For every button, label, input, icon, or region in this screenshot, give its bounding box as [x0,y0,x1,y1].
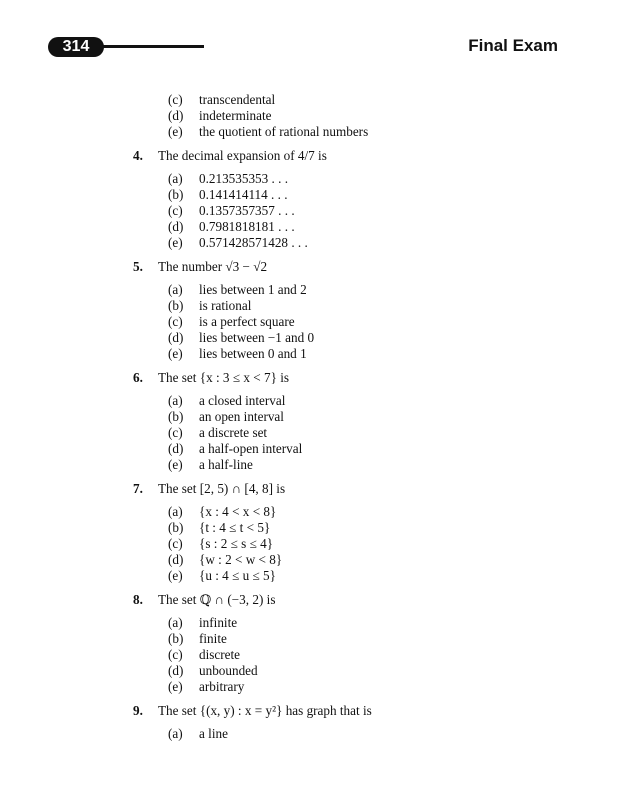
option-text: 0.141414114 . . . [199,187,288,202]
option-letter: (d) [168,552,184,567]
option-text: {x : 4 < x < 8} [199,504,277,519]
option-text: {u : 4 ≤ u ≤ 5} [199,568,276,583]
answer-option [0,298,620,314]
option-letter: (a) [168,726,183,741]
header-rule [96,45,204,48]
answer-option [0,219,620,235]
question-line [0,369,620,387]
option-text: lies between 1 and 2 [199,282,307,297]
page-header [0,0,620,70]
question-line [0,702,620,720]
option-letter: (d) [168,441,184,456]
answer-option [0,171,620,187]
option-text: {t : 4 ≤ t < 5} [199,520,271,535]
option-letter: (e) [168,568,183,583]
answer-option [0,441,620,457]
option-letter: (b) [168,409,184,424]
option-text: unbounded [199,663,258,678]
answer-option [0,631,620,647]
answer-options [0,393,620,473]
option-letter: (d) [168,330,184,345]
option-letter: (b) [168,520,184,535]
question-number: 8. [133,592,143,607]
question-line [0,258,620,276]
option-letter: (b) [168,187,184,202]
answer-option [0,108,620,124]
option-text: finite [199,631,227,646]
option-letter: (c) [168,647,183,662]
option-letter: (c) [168,425,183,440]
option-text: {s : 2 ≤ s ≤ 4} [199,536,274,551]
option-text: transcendental [199,92,276,107]
answer-options [0,615,620,695]
option-text: discrete [199,647,241,662]
option-text: a half-open interval [199,441,303,456]
option-letter: (e) [168,346,183,361]
answer-option [0,647,620,663]
exam-content [0,92,620,742]
option-letter: (e) [168,235,183,250]
option-text: a discrete set [199,425,268,440]
answer-options [0,504,620,584]
answer-option [0,425,620,441]
answer-option [0,679,620,695]
option-letter: (a) [168,504,183,519]
option-text: is a perfect square [199,314,295,329]
option-letter: (a) [168,282,183,297]
continued-options [0,92,620,140]
option-letter: (c) [168,92,183,107]
option-text: an open interval [199,409,284,424]
option-letter: (e) [168,124,183,139]
answer-option [0,203,620,219]
question-prompt: The number √3 − √2 [158,259,268,274]
answer-option [0,457,620,473]
option-letter: (b) [168,298,184,313]
answer-option [0,552,620,568]
answer-options [0,171,620,251]
answer-option [0,409,620,425]
answer-option [0,92,620,108]
option-text: lies between 0 and 1 [199,346,307,361]
answer-option [0,663,620,679]
answer-option [0,330,620,346]
question-9 [0,702,620,742]
answer-option [0,393,620,409]
answer-option [0,124,620,140]
page-number: 314 [48,37,104,57]
answer-option [0,536,620,552]
question-number: 9. [133,703,143,718]
question-number: 5. [133,259,143,274]
option-letter: (e) [168,679,183,694]
option-text: a line [199,726,228,741]
question-7 [0,480,620,584]
question-number: 4. [133,148,143,163]
question-line [0,480,620,498]
question-4 [0,147,620,251]
option-letter: (a) [168,171,183,186]
option-text: indeterminate [199,108,272,123]
question-prompt: The set {(x, y) : x = y²} has graph that is [158,703,372,718]
option-text: a half-line [199,457,253,472]
question-number: 7. [133,481,143,496]
answer-option [0,346,620,362]
question-prompt: The set {x : 3 ≤ x < 7} is [158,370,289,385]
answer-options [0,282,620,362]
question-prompt: The set ℚ ∩ (−3, 2) is [158,592,276,607]
question-line [0,591,620,609]
answer-option [0,187,620,203]
question-5 [0,258,620,362]
option-text: the quotient of rational numbers [199,124,369,139]
section-title: Final Exam [468,36,558,55]
answer-option [0,726,620,742]
option-letter: (e) [168,457,183,472]
question-prompt: The decimal expansion of 4/7 is [158,148,327,163]
option-letter: (c) [168,314,183,329]
question-line [0,147,620,165]
question-6 [0,369,620,473]
option-letter: (d) [168,663,184,678]
option-text: a closed interval [199,393,286,408]
option-text: 0.571428571428 . . . [199,235,308,250]
option-letter: (b) [168,631,184,646]
option-text: infinite [199,615,238,630]
answer-option [0,235,620,251]
option-text: {w : 2 < w < 8} [199,552,283,567]
answer-option [0,314,620,330]
question-prompt: The set [2, 5) ∩ [4, 8] is [158,481,286,496]
answer-options [0,726,620,742]
answer-option [0,568,620,584]
option-letter: (d) [168,108,184,123]
question-list [0,147,620,742]
question-number: 6. [133,370,143,385]
option-text: arbitrary [199,679,245,694]
answer-option [0,520,620,536]
option-text: lies between −1 and 0 [199,330,315,345]
option-text: 0.1357357357 . . . [199,203,295,218]
option-letter: (c) [168,536,183,551]
answer-option [0,615,620,631]
option-text: is rational [199,298,252,313]
option-text: 0.213535353 . . . [199,171,289,186]
option-letter: (a) [168,615,183,630]
question-8 [0,591,620,695]
answer-option [0,504,620,520]
option-letter: (d) [168,219,184,234]
answer-option [0,282,620,298]
option-text: 0.7981818181 . . . [199,219,295,234]
option-letter: (c) [168,203,183,218]
option-letter: (a) [168,393,183,408]
